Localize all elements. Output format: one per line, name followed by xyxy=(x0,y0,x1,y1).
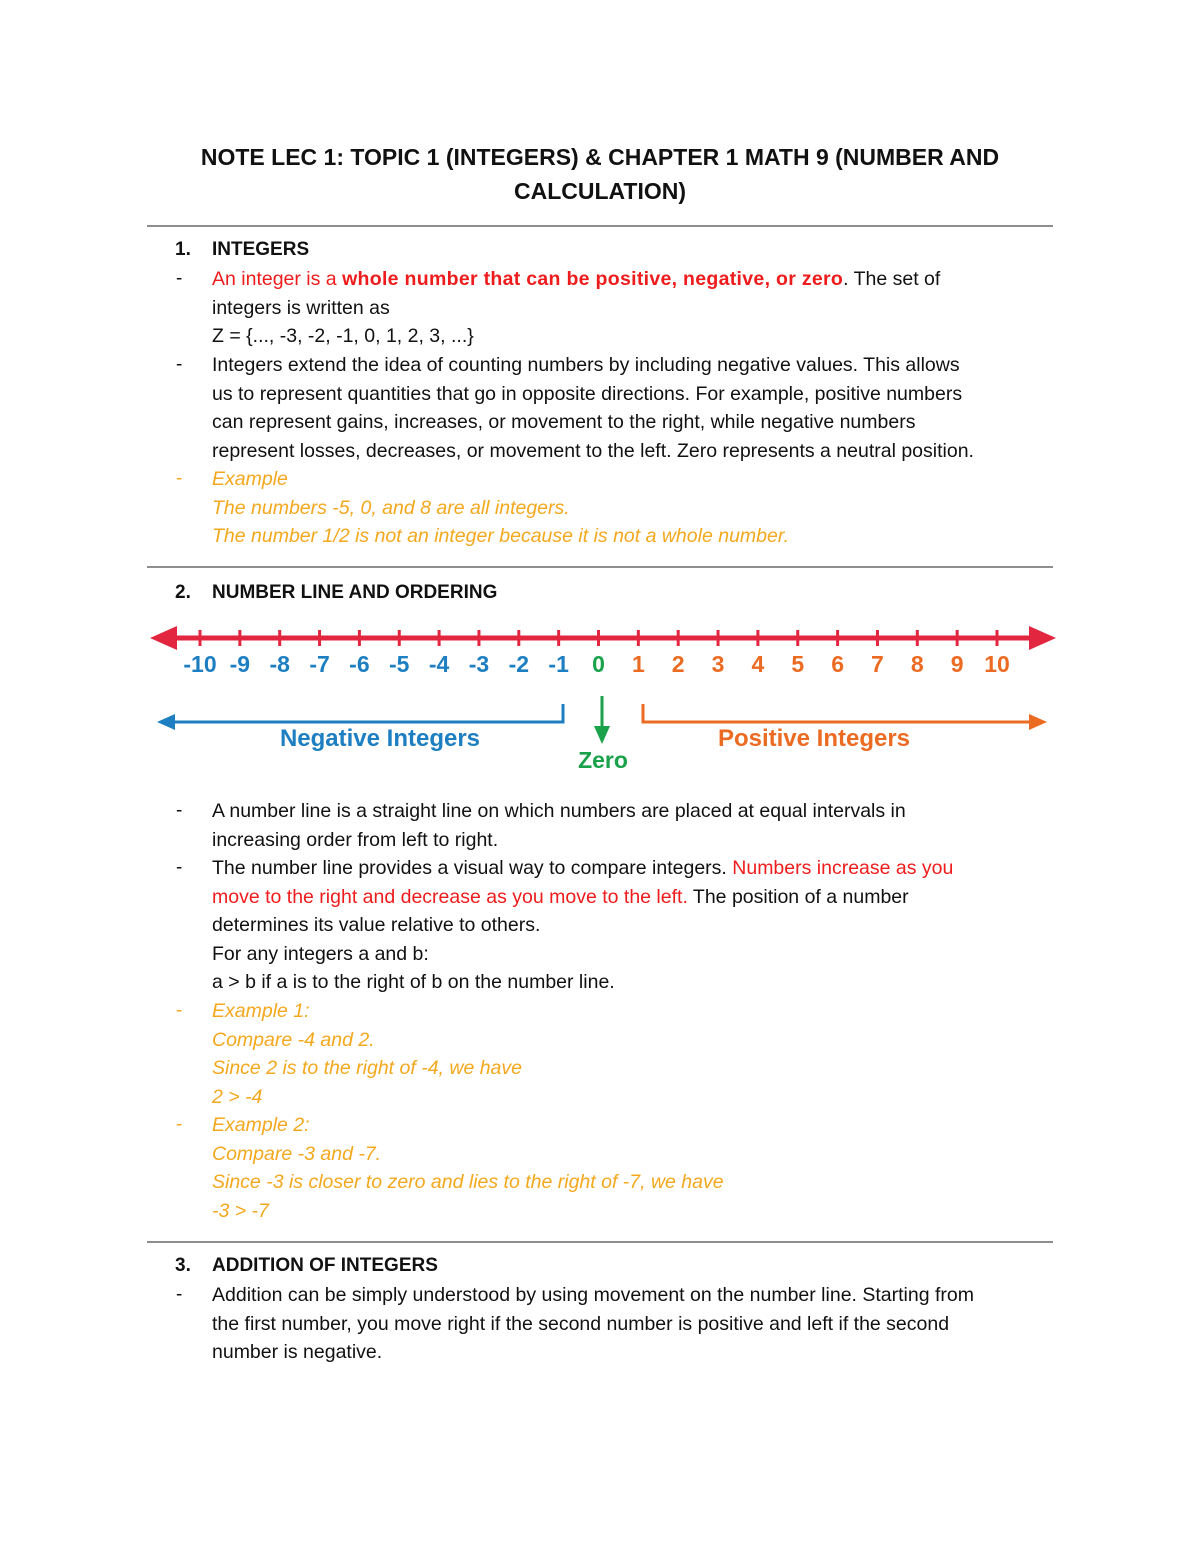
tick-label: -8 xyxy=(269,651,290,677)
tick-label: -10 xyxy=(183,651,217,677)
text-line: number is negative. xyxy=(212,1341,383,1364)
zero-arrow-icon xyxy=(594,726,610,744)
integers-example xyxy=(212,465,1062,551)
bullet-marker: - xyxy=(176,268,183,289)
tick-label: 6 xyxy=(831,651,844,677)
text-line: a > b if a is to the right of b on the number line. xyxy=(212,971,615,994)
text-line: Addition can be simply understood by using movement on the number line. Starting from xyxy=(212,1284,974,1306)
tick-label: 9 xyxy=(950,651,964,677)
text-line: determines its value relative to others. xyxy=(212,914,541,937)
definition-line-2: integers is written as xyxy=(212,296,390,319)
section-3-heading: ADDITION OF INTEGERS xyxy=(212,1255,438,1276)
zero-label: Zero xyxy=(578,747,628,773)
compare-rule-part-1: Numbers increase as you xyxy=(732,857,954,879)
bullet-marker: - xyxy=(176,1000,183,1021)
bullet-marker: - xyxy=(176,857,183,878)
page-title-line-1: NOTE LEC 1: TOPIC 1 (INTEGERS) & CHAPTER 1 MATH 9 (NUMBER AND xyxy=(200,144,1000,170)
definition-intro: An integer is a xyxy=(212,268,343,290)
example-line: 2 > -4 xyxy=(212,1085,263,1108)
tick-label: 4 xyxy=(751,651,765,677)
compare-intro: The number line provides a visual way to compare integers. xyxy=(212,857,733,879)
bullet-marker: - xyxy=(176,468,183,489)
example-line: Compare -4 and 2. xyxy=(212,1028,375,1051)
divider-3 xyxy=(147,1241,1053,1243)
tick-label: -7 xyxy=(309,651,330,677)
text-line: us to represent quantities that go in opposite directions. For example, positive numbers xyxy=(212,382,963,405)
tick-label: -9 xyxy=(229,651,251,677)
definition-key-phrase: whole number that can be positive, negative, or zero xyxy=(342,268,844,290)
page-title-line-2: CALCULATION) xyxy=(513,178,687,204)
example-line: -3 > -7 xyxy=(212,1199,269,1222)
example-label: Example 2: xyxy=(212,1114,310,1136)
positive-bracket xyxy=(643,704,1047,752)
tick-label: 10 xyxy=(984,651,1010,677)
section-2-heading: NUMBER LINE AND ORDERING xyxy=(212,582,498,603)
text-line: can represent gains, increases, or movement to the right, while negative numbers xyxy=(212,411,916,434)
section-2-number: 2. xyxy=(175,582,191,603)
tick-label: 5 xyxy=(791,651,805,677)
number-line-axis xyxy=(150,626,1056,677)
positive-integers-label: Positive Integers xyxy=(717,725,911,752)
example-line: Compare -3 and -7. xyxy=(212,1142,382,1165)
axis-arrow-right xyxy=(1029,626,1056,650)
example-line: Since 2 is to the right of -4, we have xyxy=(212,1057,523,1080)
tick-label: -2 xyxy=(508,651,530,677)
axis-arrow-left xyxy=(150,626,177,650)
bullet-marker: - xyxy=(176,800,183,821)
text-line: the first number, you move right if the second number is positive and left if the second xyxy=(212,1312,950,1335)
negative-bracket xyxy=(157,704,563,752)
text-line: represent losses, decreases, or movement to the left. Zero represents a neutral position. xyxy=(212,439,974,462)
bullet-marker: - xyxy=(176,1284,183,1305)
bullet-marker: - xyxy=(176,354,183,375)
zero-pointer xyxy=(578,696,628,773)
set-notation: Z = {..., -3, -2, -1, 0, 1, 2, 3, ...} xyxy=(212,325,474,348)
divider-2 xyxy=(147,566,1053,568)
divider-1 xyxy=(147,225,1053,227)
positive-arrow-icon xyxy=(1029,714,1047,730)
section-1-number: 1. xyxy=(175,239,191,260)
tick-label: -5 xyxy=(389,651,410,677)
negative-integers-label: Negative Integers xyxy=(279,725,481,752)
integer-definition xyxy=(212,265,1062,351)
text-line: Integers extend the idea of counting numbers by including negative values. This allows xyxy=(212,354,960,376)
addition-paragraph xyxy=(212,1281,1062,1367)
text-line: For any integers a and b: xyxy=(212,942,429,965)
section-3-number: 3. xyxy=(175,1255,191,1276)
tick-label: 2 xyxy=(671,651,685,677)
tick-label: 1 xyxy=(631,651,645,677)
tick-label: 8 xyxy=(910,651,924,677)
compare-rule-part-2: move to the right and decrease as you move to the left. xyxy=(212,885,688,908)
tick-label: -1 xyxy=(548,651,569,677)
compare-tail: The position of a number xyxy=(687,885,909,908)
example-line: Since -3 is closer to zero and lies to the right of -7, we have xyxy=(212,1171,724,1194)
tick-label: 0 xyxy=(592,651,605,677)
number-line-definition xyxy=(212,797,1062,854)
tick-label: 3 xyxy=(711,651,725,677)
example-line: The numbers -5, 0, and 8 are all integers. xyxy=(212,496,570,519)
section-1-heading: INTEGERS xyxy=(212,239,310,260)
page-title xyxy=(140,140,1060,208)
definition-tail: . The set of xyxy=(843,268,941,290)
compare-example-1 xyxy=(212,997,1062,1111)
compare-paragraph xyxy=(212,854,1062,997)
bullet-marker: - xyxy=(176,1114,183,1135)
tick-label: -3 xyxy=(468,651,490,677)
negative-arrow-icon xyxy=(157,714,175,730)
tick-label: -4 xyxy=(428,651,450,677)
text-line: increasing order from left to right. xyxy=(212,828,499,851)
example-line: The number 1/2 is not an integer because it is not a whole number. xyxy=(212,525,790,548)
example-label: Example xyxy=(212,468,288,490)
number-line-figure xyxy=(145,620,1060,780)
text-line: A number line is a straight line on which numbers are placed at equal intervals in xyxy=(212,800,906,822)
tick-label: -6 xyxy=(349,651,370,677)
compare-example-2 xyxy=(212,1111,1062,1225)
tick-label: 7 xyxy=(871,651,884,677)
example-label: Example 1: xyxy=(212,1000,310,1022)
integers-extend-paragraph xyxy=(212,351,1062,465)
